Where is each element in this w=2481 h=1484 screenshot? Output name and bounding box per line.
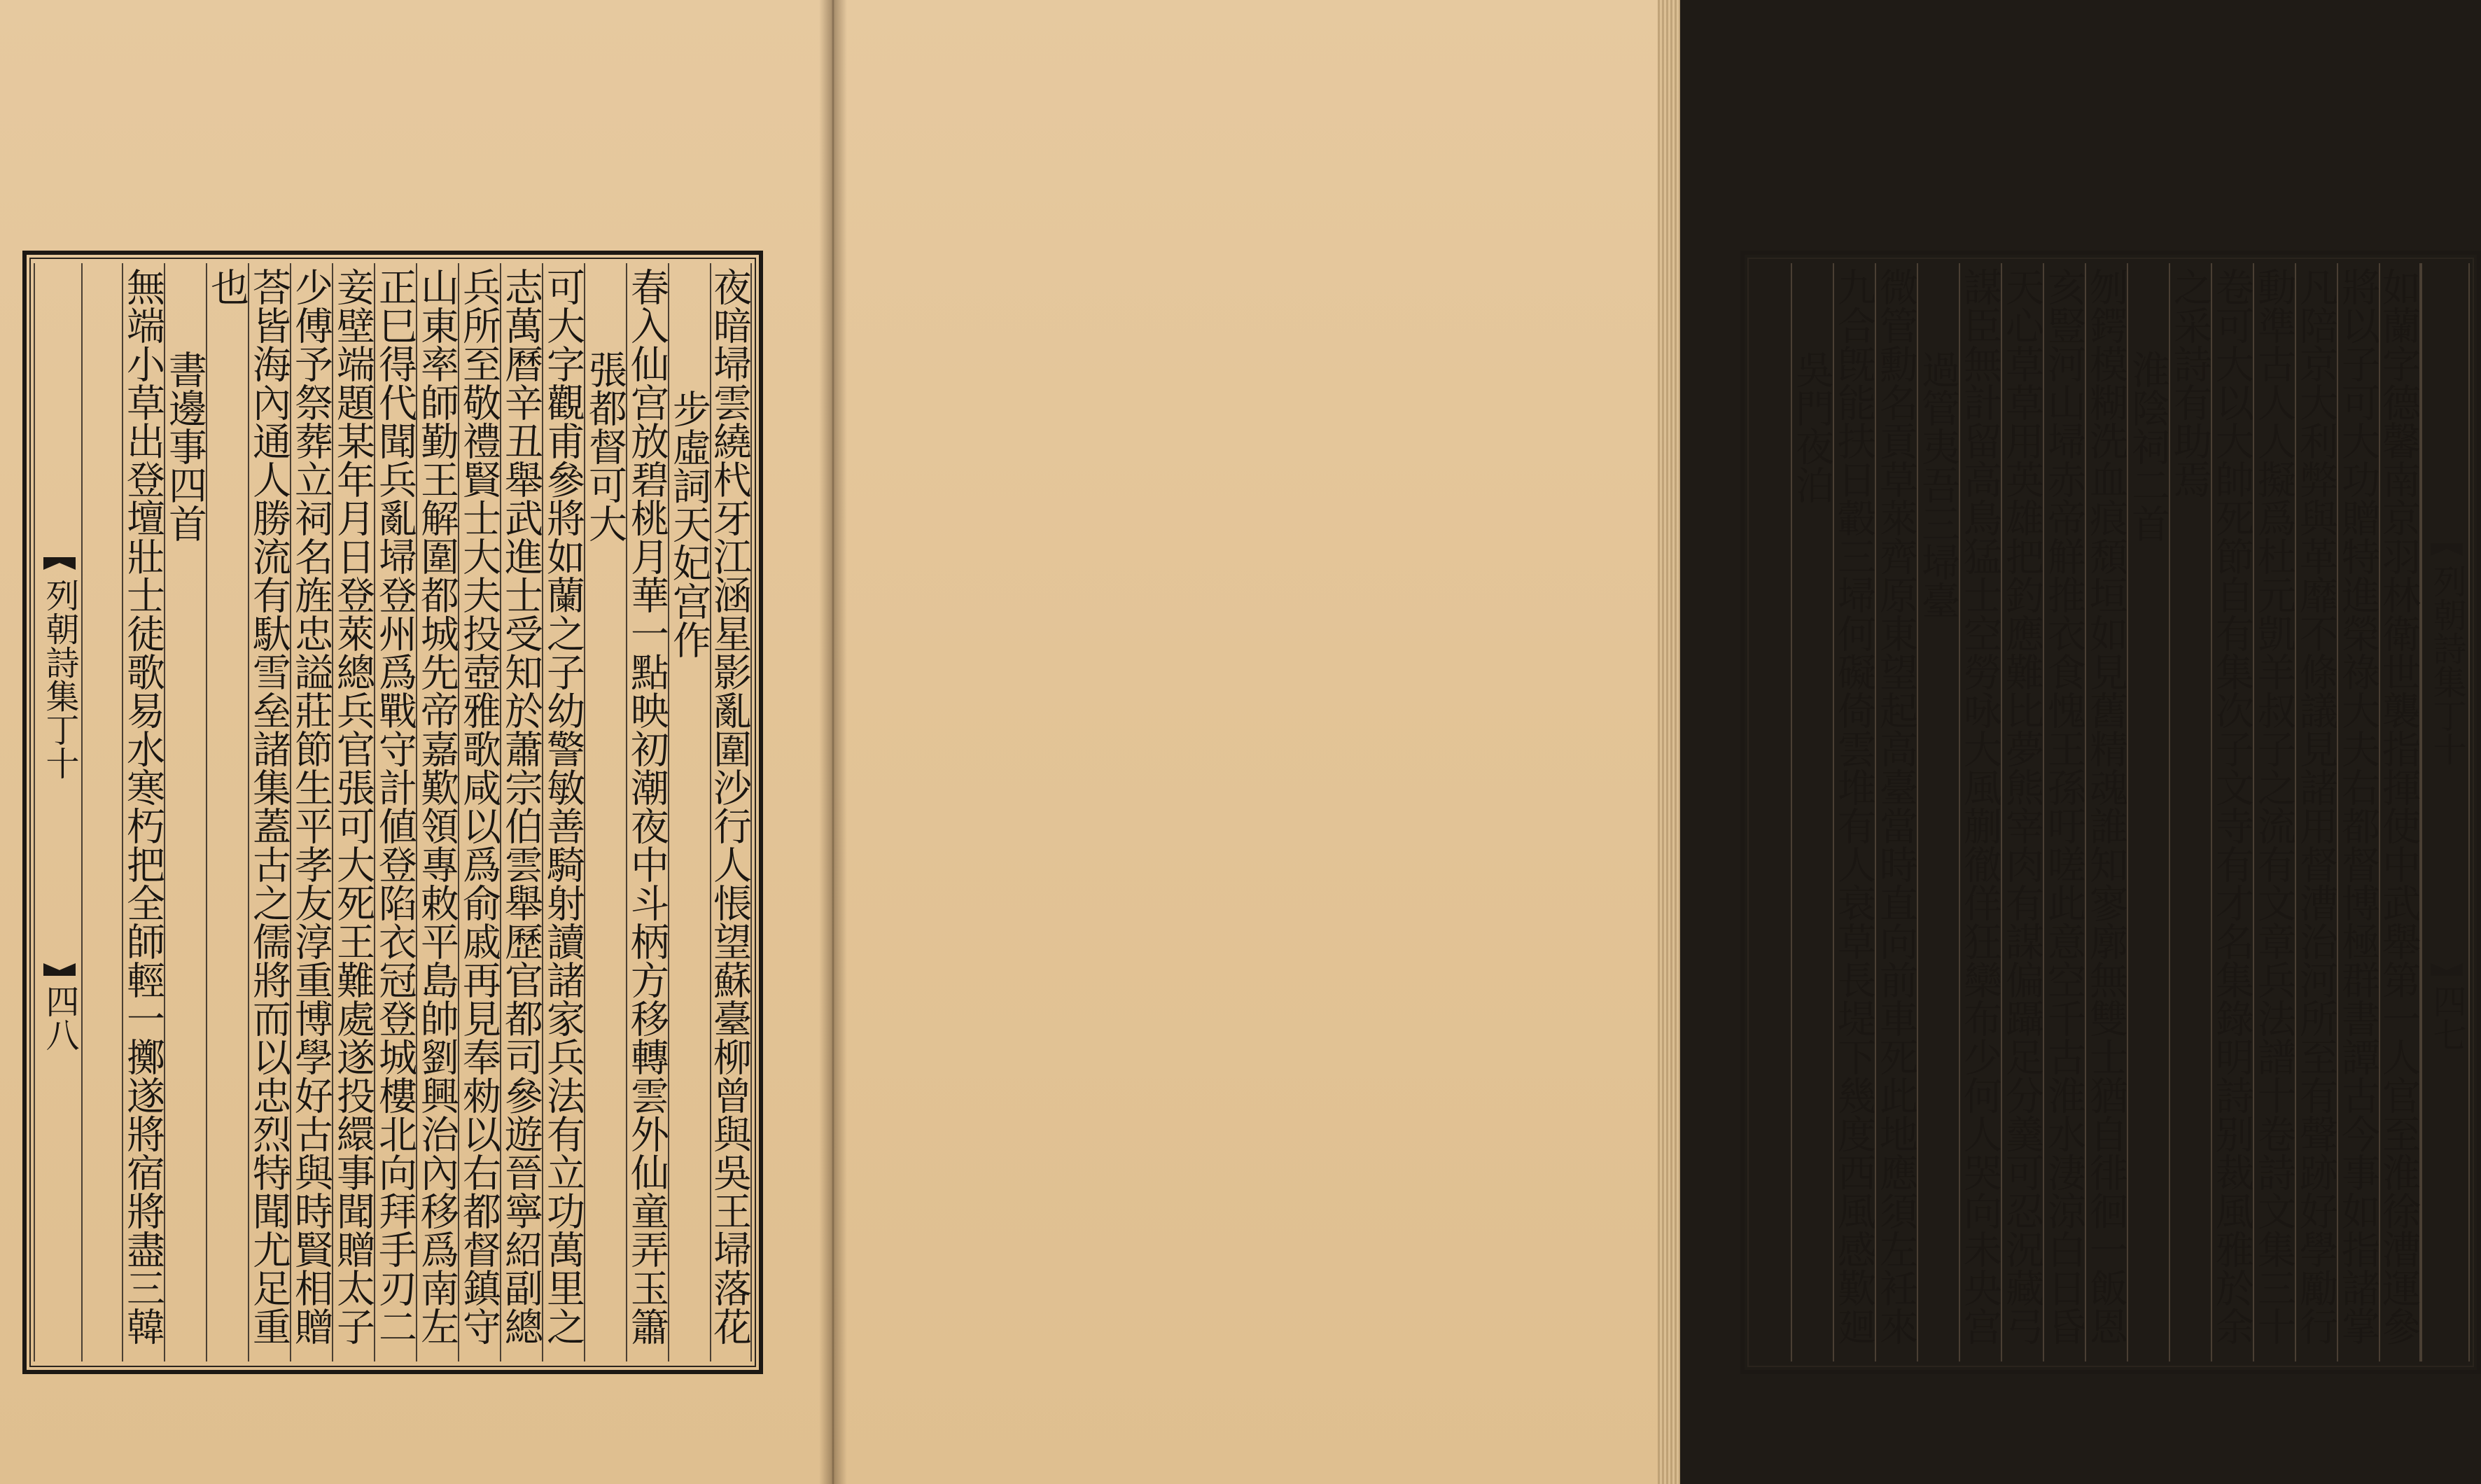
text-column: 可大字觀甫參將如蘭之子幼警敏善騎射讀諸家兵法有立功萬里之 <box>542 263 584 1362</box>
right-page-columns <box>1752 263 2421 1362</box>
right-page-margin <box>2421 263 2470 1362</box>
text-column: 淮陰祠二首 <box>2127 263 2169 1362</box>
text-column: 過管夷吾三埽臺 <box>1917 263 1959 1362</box>
text-column: 春入仙宫放碧桃月華一點映初潮夜中斗柄方移轉雲外仙童弄玉簫 <box>626 263 668 1362</box>
folio-number: 四七 <box>2427 984 2466 1051</box>
right-page <box>832 0 2466 1484</box>
text-column: 正巳得代聞兵亂埽登州爲戰守計値登陷衣冠登城樓北向拜手刃二 <box>374 263 416 1362</box>
text-column: 志萬曆辛丑舉武進士受知於蕭宗伯雲舉歷官都司參遊晉寧紹副總 <box>500 263 542 1362</box>
text-column: 無端小草出登壇壯士徒歌易水寒朽把全師輕一擲遂將宿將盡三韓 <box>122 263 164 1362</box>
text-column: 步虛詞天妃宫作 <box>668 263 710 1362</box>
text-column: 書邊事四首 <box>164 263 206 1362</box>
margin-title: 列朝詩集丁十 <box>2427 564 2466 766</box>
text-column: 凡陪京大利弊與革靡不條議見諸用督漕治河所至有聲跡好學勵行 <box>2295 263 2337 1362</box>
right-page-frame <box>1740 251 2481 1374</box>
text-column: 吳門夜泊 <box>1791 263 1833 1362</box>
upper-fishtail-mark <box>2431 543 2463 556</box>
text-column: 微管勳名貢草萊齊原東望起高臺當時直向前車死此地應須左衽來 <box>1875 263 1917 1362</box>
page-edge-stack <box>1658 0 1680 1484</box>
left-page-columns <box>83 263 752 1362</box>
text-column: 張都督可大 <box>584 263 626 1362</box>
text-column: 夜暗埽雲繞杙牙江涵星影亂圍沙行人悵望蘇臺柳曾與吳王埽落花 <box>710 263 752 1362</box>
text-column: 山東率師勤王解圍都城先帝嘉歎領專敕平島帥劉興治內移爲南左 <box>416 263 458 1362</box>
text-column: 少傅予祭葬立祠名旌忠謚莊節生平孝友淳重博學好古與時賢相贈 <box>290 263 332 1362</box>
text-column: 天心草草用英雄把釣應難比夢熊宰肉有謀偏躡足分羹可忍況藏弓 <box>2001 263 2043 1362</box>
text-column: 動準古人人擬爲杜元凱羊叔子之流有文章兵法譜十卷詩文集三十 <box>2253 263 2295 1362</box>
text-column: 卷可大以大帥死節自有集次子文寺有才名集錄明詩别裁風雅於余 <box>2211 263 2253 1362</box>
book-gutter <box>819 0 847 1484</box>
text-column: 妾壁端題某年月日登萊總兵官張可大死王難處遂投繯事聞贈太子 <box>332 263 374 1362</box>
left-page <box>0 0 832 1484</box>
left-page-margin <box>34 263 83 1362</box>
text-column: 將以子可大功贈特進榮祿大夫右都督博極群書譚古今事如指諸掌 <box>2337 263 2379 1362</box>
text-column: 九合旣能扶日轂三埽何礙倚雲堆有人衰草長堤下幾度西風感歎廻 <box>1833 263 1875 1362</box>
text-column: 兵所至敬禮賢士大夫投壺雅歌咸以爲俞戚再見奉勑以右都督鎮守 <box>458 263 500 1362</box>
left-page-frame <box>22 251 763 1374</box>
text-column: 也 <box>206 263 248 1362</box>
text-column: 亥豎河山埽赤帝觧推衣食愧王孫吁嗟此意空千古淮水淒涼白日昏 <box>2043 263 2085 1362</box>
text-column: 如蘭字德馨南京羽林衛世襲指揮使中武舉第一人官至淮徐漕運參 <box>2379 263 2421 1362</box>
lower-fishtail-mark <box>43 963 76 976</box>
text-column: 刎鍔模糊洗血痕頹垣如見舊精魂誰知寥廓無雙士猶自徘徊一飯恩 <box>2085 263 2127 1362</box>
folio-number: 四八 <box>40 984 79 1051</box>
text-column: 之采詩有助焉 <box>2169 263 2211 1362</box>
text-column: 謀臣無計留高鳥猛士空勞咏大風蒯徹佯狂欒布少何人哭向未央宫 <box>1959 263 2001 1362</box>
lower-fishtail-mark <box>2431 963 2463 976</box>
text-column: 荅皆海內通人勝流有馱雪垒諸集蓋古之儒將而以忠烈特聞尤足重 <box>248 263 290 1362</box>
margin-title: 列朝詩集丁十 <box>40 578 79 780</box>
upper-fishtail-mark <box>43 557 76 570</box>
